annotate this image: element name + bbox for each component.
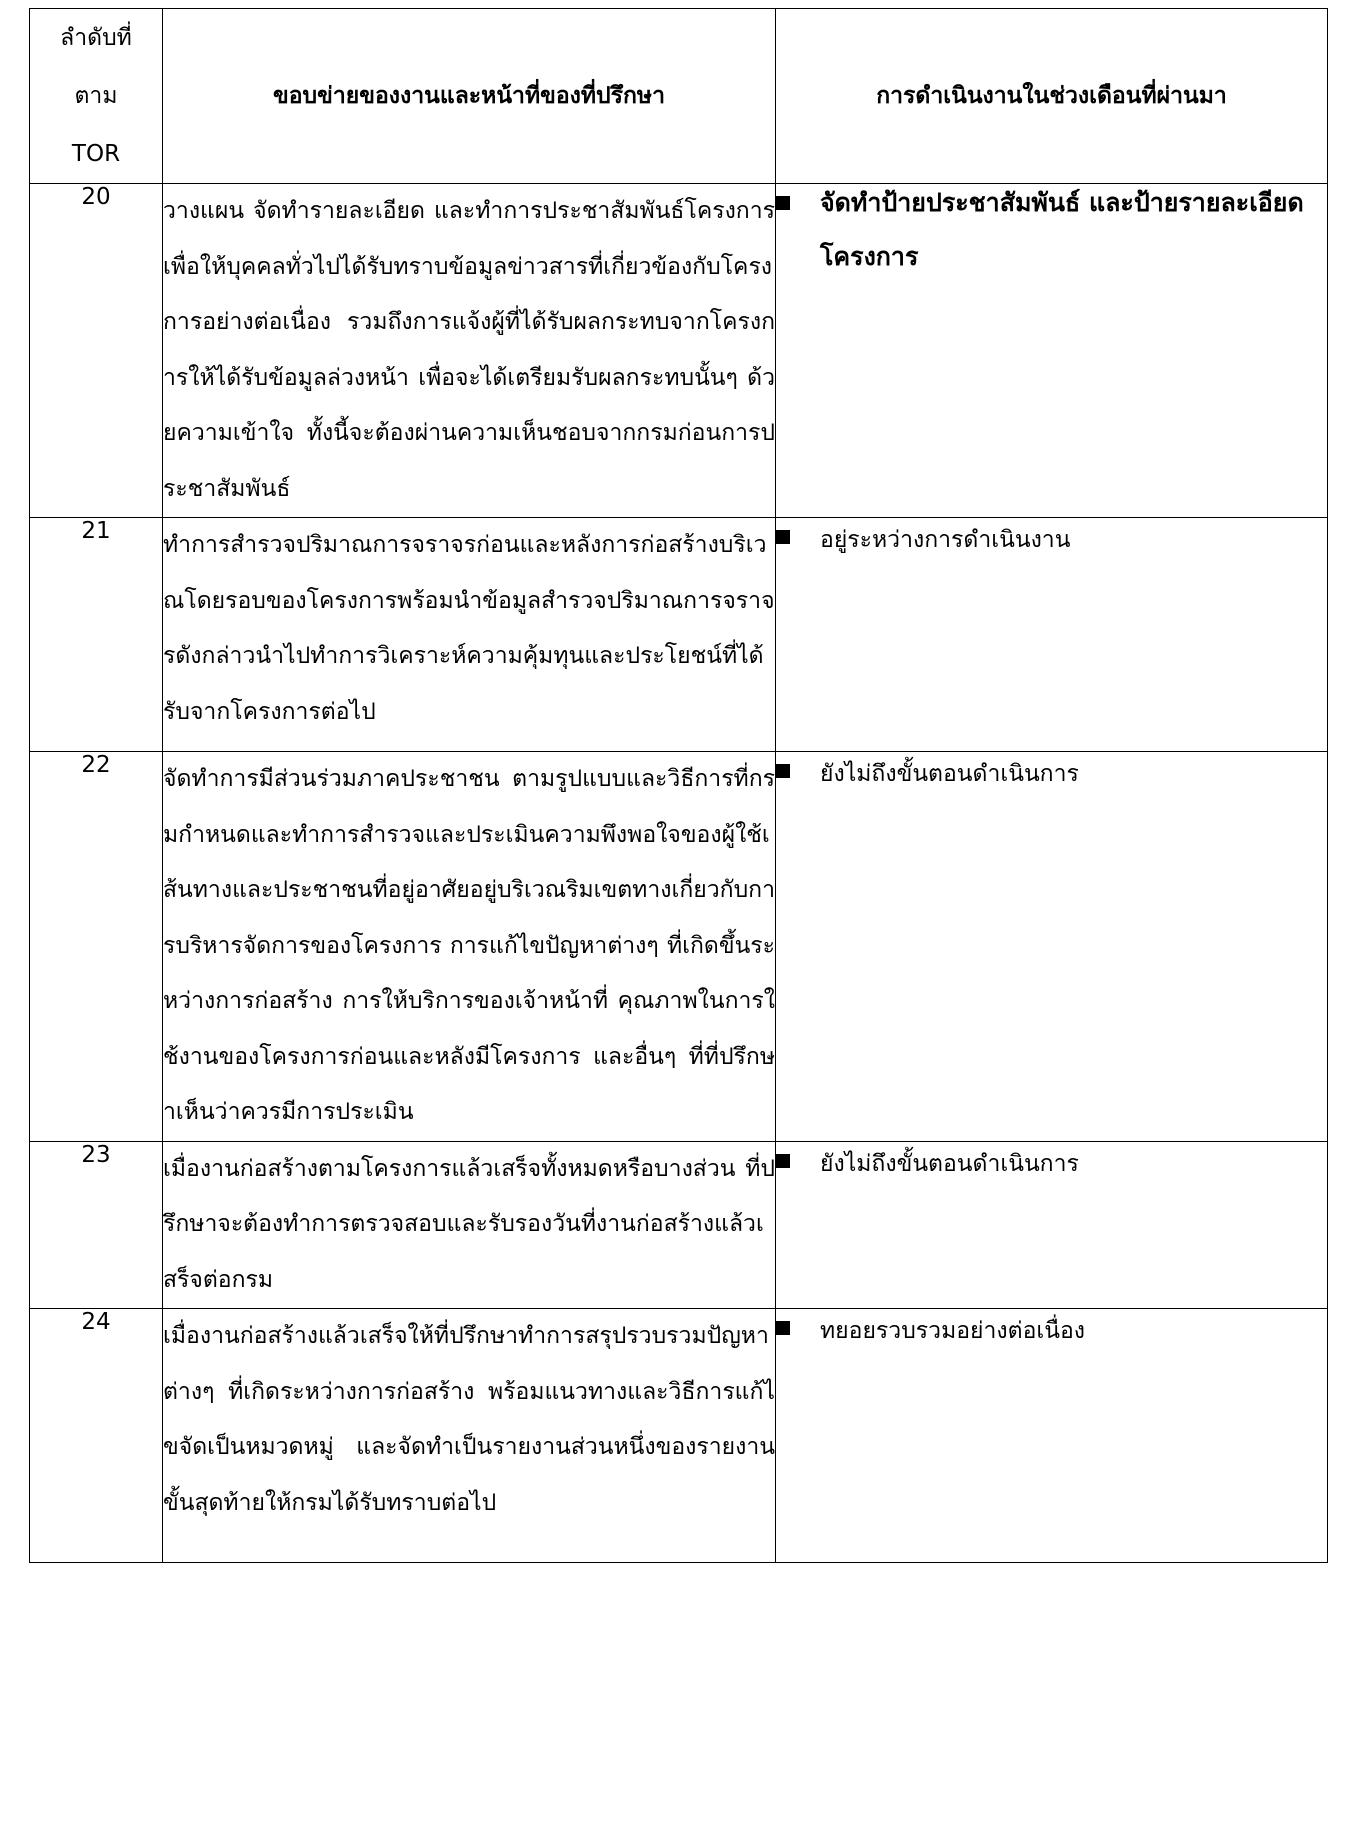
progress-cell <box>776 752 1328 1142</box>
progress-bullet <box>776 518 1327 563</box>
square-bullet-icon <box>776 1154 790 1168</box>
progress-cell <box>776 1141 1328 1309</box>
scope-text: วางแผน จัดทำรายละเอียด และทำการประชาสัมพันธ์โครงการเพื่อให้บุคคลทั่วไปได้รับทราบข้อมูลข่าวสารที่เกี่ยวข้องกับโครงการอย่างต่อเนื่อง รวมถึงการแจ้งผู้ที่ได้รับผลกระทบจากโครงการให้ได้รับข้อมูลล่วงหน้า เพื่อจะได้เตรียมรับผลกระทบนั้นๆ ด้วยความเข้าใจ ทั้งนี้จะต้องผ่านความเห็นชอบจากกรมก่อนการประชาสัมพันธ์ <box>163 184 776 518</box>
header-item-number <box>30 9 163 184</box>
progress-text: ยังไม่ถึงขั้นตอนดำเนินการ <box>820 1150 1079 1177</box>
progress-cell <box>776 518 1328 752</box>
table-row <box>30 1141 1328 1309</box>
progress-cell <box>776 184 1328 518</box>
scope-text: เมื่องานก่อสร้างแล้วเสร็จให้ที่ปรึกษาทำการสรุปรวบรวมปัญหาต่างๆ ที่เกิดระหว่างการก่อสร้าง พร้อมแนวทางและวิธีการแก้ไขจัดเป็นหมวดหมู่ และจัดทำเป็นรายงานส่วนหนึ่งของรายงานขั้นสุดท้ายให้กรมได้รับทราบต่อไป <box>163 1309 776 1563</box>
square-bullet-icon <box>776 764 790 778</box>
table-row <box>30 518 1328 752</box>
header-item-number-line2: ตาม <box>74 83 118 109</box>
scope-text: เมื่องานก่อสร้างตามโครงการแล้วเสร็จทั้งหมดหรือบางส่วน ที่ปรึกษาจะต้องทำการตรวจสอบและรับรองวันที่งานก่อสร้างแล้วเสร็จต่อกรม <box>163 1141 776 1309</box>
progress-bullet <box>776 1309 1327 1354</box>
progress-text: ทยอยรวบรวมอย่างต่อเนื่อง <box>820 1318 1086 1344</box>
progress-text: จัดทำป้ายประชาสัมพันธ์ และป้ายรายละเอียดโครงการ <box>820 188 1304 271</box>
square-bullet-icon <box>776 1321 790 1335</box>
item-number: 20 <box>30 184 163 518</box>
header-item-number-line3: TOR <box>71 141 121 167</box>
progress-bullet <box>776 184 1327 284</box>
item-number: 21 <box>30 518 163 752</box>
square-bullet-icon <box>776 530 790 544</box>
tor-progress-table <box>29 8 1328 1563</box>
item-number: 22 <box>30 752 163 1142</box>
table-header-row <box>30 9 1328 184</box>
progress-bullet <box>776 1142 1327 1187</box>
scope-text: ทำการสำรวจปริมาณการจราจรก่อนและหลังการก่อสร้างบริเวณโดยรอบของโครงการพร้อมนำข้อมูลสำรวจปริมาณการจราจรดังกล่าวนำไปทำการวิเคราะห์ความคุ้มทุนและประโยชน์ที่ได้รับจากโครงการต่อไป <box>163 518 776 752</box>
header-progress: การดำเนินงานในช่วงเดือนที่ผ่านมา <box>776 9 1328 184</box>
square-bullet-icon <box>776 196 790 210</box>
table-row <box>30 752 1328 1142</box>
progress-text: อยู่ระหว่างการดำเนินงาน <box>820 527 1071 553</box>
item-number: 23 <box>30 1141 163 1309</box>
scope-text: จัดทำการมีส่วนร่วมภาคประชาชน ตามรูปแบบและวิธีการที่กรมกำหนดและทำการสำรวจและประเมินความพึงพอใจของผู้ใช้เส้นทางและประชาชนที่อยู่อาศัยอยู่บริเวณริมเขตทางเกี่ยวกับการบริหารจัดการของโครงการ การแก้ไขปัญหาต่างๆ ที่เกิดขึ้นระหว่างการก่อสร้าง การให้บริการของเจ้าหน้าที่ คุณภาพในการใช้งานของโครงการก่อนและหลังมีโครงการ และอื่นๆ ที่ที่ปรึกษาเห็นว่าควรมีการประเมิน <box>163 752 776 1142</box>
table-row <box>30 184 1328 518</box>
progress-cell <box>776 1309 1328 1563</box>
header-item-number-line1: ลำดับที่ <box>60 25 132 51</box>
header-scope: ขอบข่ายของงานและหน้าที่ของที่ปรึกษา <box>163 9 776 184</box>
item-number: 24 <box>30 1309 163 1563</box>
progress-text: ยังไม่ถึงขั้นตอนดำเนินการ <box>820 761 1079 787</box>
progress-bullet <box>776 752 1327 797</box>
table-row <box>30 1309 1328 1563</box>
